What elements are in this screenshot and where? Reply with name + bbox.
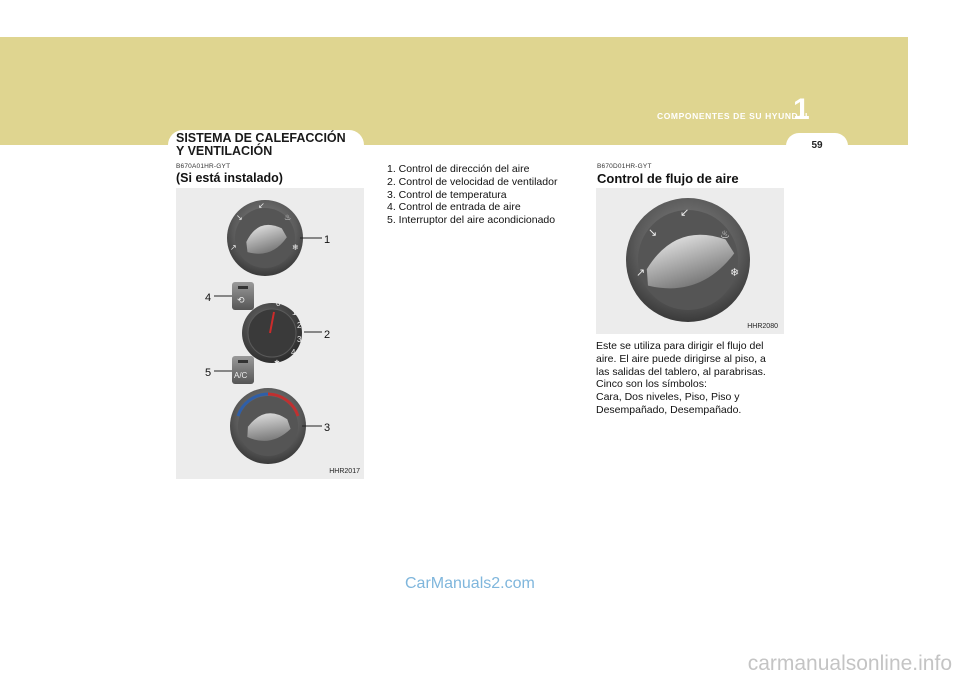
svg-text:❄: ❄ bbox=[730, 267, 740, 279]
callout-2: 2 bbox=[324, 329, 331, 341]
ac-button bbox=[232, 356, 254, 384]
svg-text:✱: ✱ bbox=[274, 360, 280, 367]
section-code: B670A01HR-GYT bbox=[176, 163, 231, 170]
subheading-right: Control de flujo de aire bbox=[597, 171, 739, 186]
watermark-link[interactable]: CarManuals2.com bbox=[405, 575, 535, 592]
svg-text:♨: ♨ bbox=[284, 213, 292, 222]
header-band bbox=[0, 37, 908, 145]
svg-text:↗: ↗ bbox=[636, 267, 646, 279]
ac-button-label: A/C bbox=[234, 371, 248, 380]
svg-text:↗: ↗ bbox=[230, 243, 237, 252]
air-direction-knob bbox=[227, 200, 303, 276]
section-title-line-2: Y VENTILACIÓN bbox=[176, 144, 273, 158]
climate-panel-figure bbox=[176, 188, 364, 479]
callout-1: 1 bbox=[324, 234, 331, 246]
fan-label-1: 1 bbox=[292, 308, 297, 317]
airflow-knob-figure bbox=[596, 188, 784, 334]
svg-text:↘: ↘ bbox=[648, 227, 658, 239]
list-item: 1. Control de dirección del aire bbox=[387, 163, 530, 175]
airflow-knob bbox=[626, 198, 750, 322]
section-title bbox=[176, 132, 366, 158]
body-line: Desempañado, Desempañado. bbox=[596, 403, 742, 416]
fan-label-4: 4 bbox=[291, 348, 296, 357]
figure-code-right: HHR2080 bbox=[747, 323, 778, 330]
air-intake-button bbox=[232, 282, 254, 310]
svg-text:⟲: ⟲ bbox=[237, 295, 245, 305]
figure-code-left: HHR2017 bbox=[329, 468, 360, 475]
body-line: las salidas del tablero, al parabrisas. bbox=[596, 365, 766, 378]
footer-watermark: carmanualsonline.info bbox=[747, 652, 952, 675]
section-subheading: (Si está instalado) bbox=[176, 171, 283, 185]
fan-label-3: 3 bbox=[297, 335, 302, 344]
climate-panel-illustration bbox=[176, 188, 364, 479]
svg-text:↙: ↙ bbox=[680, 207, 690, 219]
svg-text:↘: ↘ bbox=[236, 213, 243, 222]
page-number: 59 bbox=[811, 140, 823, 151]
list-item: 2. Control de velocidad de ventilador bbox=[387, 175, 558, 188]
svg-text:↙: ↙ bbox=[258, 201, 265, 210]
svg-text:♨: ♨ bbox=[720, 229, 730, 241]
section-title-line-1: SISTEMA DE CALEFACCIÓN bbox=[176, 131, 346, 145]
list-item: 5. Interruptor del aire acondicionado bbox=[387, 214, 556, 227]
chapter-title: COMPONENTES DE SU HYUNDAI bbox=[656, 111, 808, 121]
body-line: aire. El aire puede dirigirse al piso, a bbox=[596, 352, 766, 365]
temperature-knob bbox=[230, 388, 306, 464]
callout-5: 5 bbox=[205, 367, 212, 379]
callout-4: 4 bbox=[205, 292, 212, 304]
airflow-description bbox=[596, 340, 784, 417]
body-line: Cinco son los símbolos: bbox=[596, 378, 707, 391]
list-item: 3. Control de temperatura bbox=[387, 188, 507, 201]
body-line: Cara, Dos niveles, Piso, Piso y bbox=[596, 391, 740, 404]
fan-label-2: 2 bbox=[297, 321, 302, 330]
body-line: Este se utiliza para dirigir el flujo del bbox=[596, 340, 764, 352]
list-item: 4. Control de entrada de aire bbox=[387, 201, 521, 214]
fan-label-0: 0 bbox=[276, 299, 281, 308]
section-code-right: B670D01HR-GYT bbox=[597, 163, 652, 170]
callout-3: 3 bbox=[324, 422, 331, 434]
airflow-knob-illustration bbox=[596, 188, 784, 334]
svg-text:❄: ❄ bbox=[292, 243, 299, 252]
chapter-number: 1 bbox=[793, 93, 810, 126]
controls-list bbox=[387, 163, 557, 227]
